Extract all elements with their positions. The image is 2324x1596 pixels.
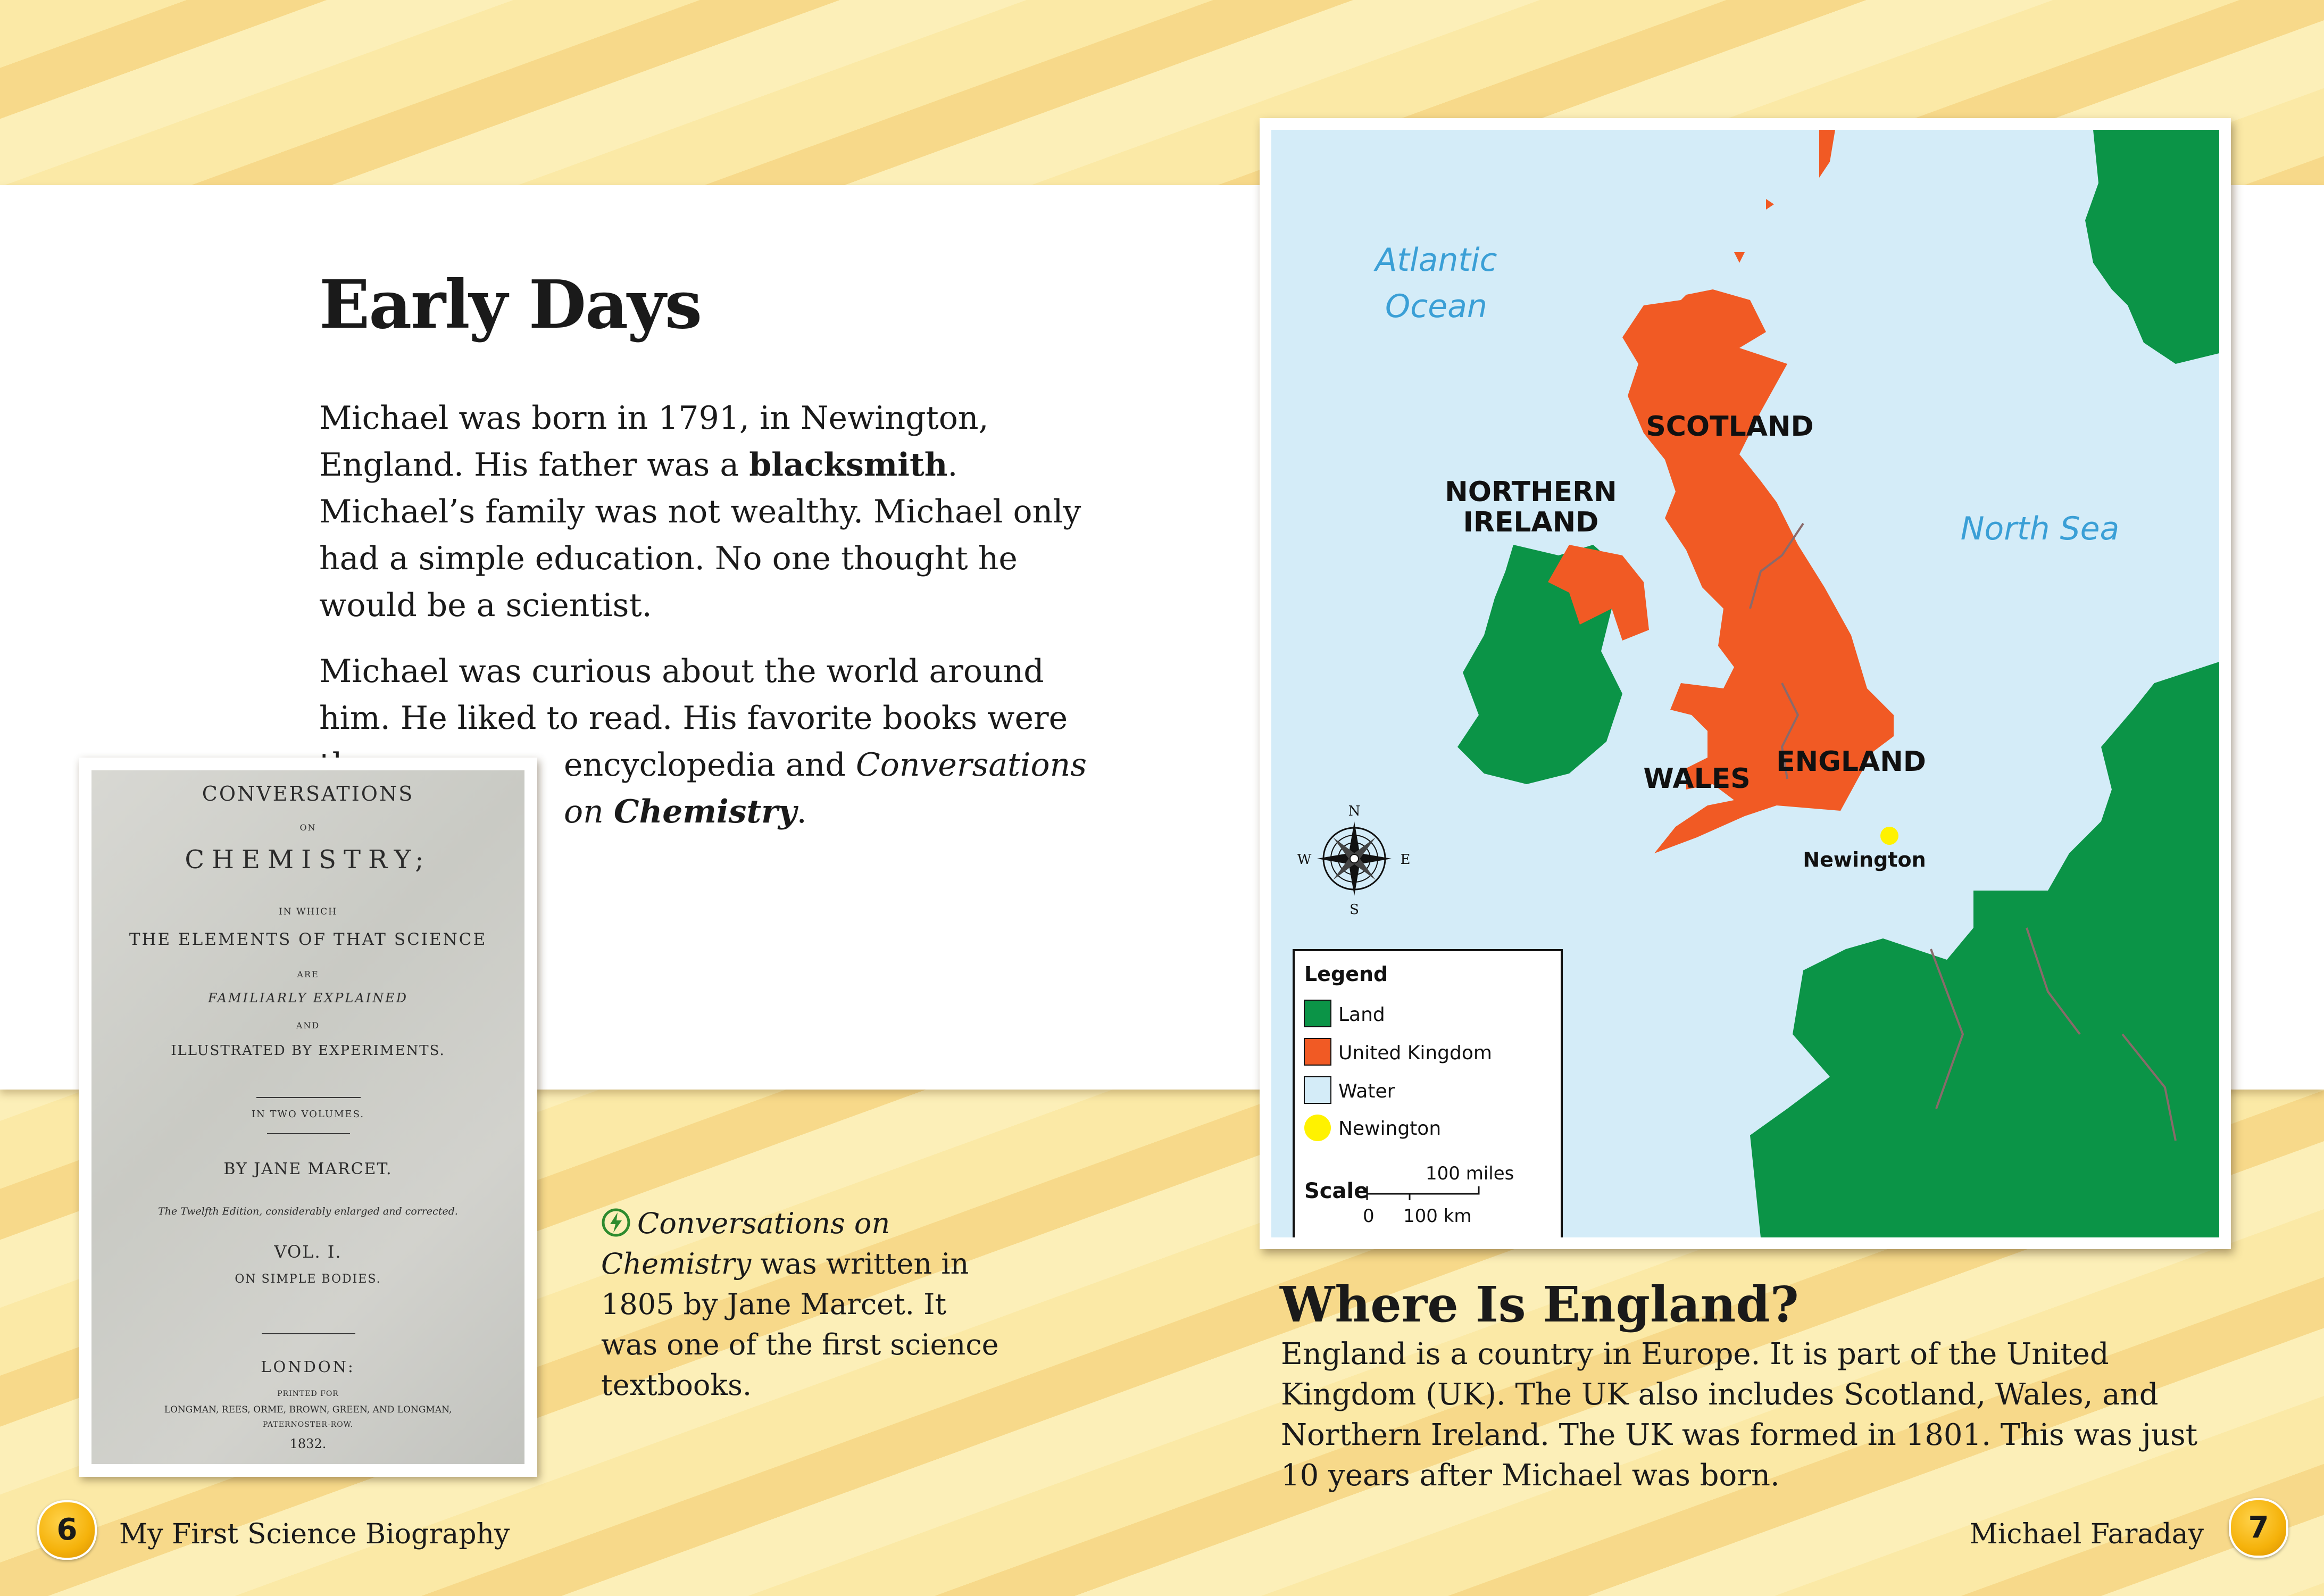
photo-caption <box>601 1203 1005 1406</box>
book-title-bold: Chemistry <box>613 793 797 830</box>
book-line: THE ELEMENTS OF THAT SCIENCE <box>129 930 487 949</box>
book-line: ILLUSTRATED BY EXPERIMENTS. <box>171 1043 445 1059</box>
map-heading: Where Is England? <box>1280 1276 1799 1333</box>
book-line: VOL. I. <box>274 1242 342 1262</box>
newington-marker <box>1880 827 1898 845</box>
legend-item-water: Water <box>1338 1080 1395 1102</box>
scotland-label: SCOTLAND <box>1646 411 1814 443</box>
book-title-italic: Conversations on <box>564 746 1087 830</box>
legend-item-land: Land <box>1338 1004 1385 1026</box>
reading-text: encyclopedia and <box>564 746 856 784</box>
scale-zero: 0 <box>1363 1206 1375 1227</box>
book-line: PATERNOSTER-ROW. <box>262 1420 354 1429</box>
england-label: ENGLAND <box>1776 746 1926 778</box>
ocean-label: Ocean <box>1385 288 1487 325</box>
reading-paragraph-continued <box>564 742 1096 835</box>
book-title-footer: Michael Faraday <box>1969 1518 2204 1550</box>
map-of-uk <box>1260 118 2231 1249</box>
series-title-footer: My First Science Biography <box>119 1518 510 1550</box>
compass-e: E <box>1400 852 1411 868</box>
scale-km: 100 km <box>1403 1206 1472 1227</box>
ireland-label: IRELAND <box>1463 506 1599 538</box>
book-line: LONGMAN, REES, ORME, BROWN, GREEN, AND LONGMAN, <box>164 1404 452 1415</box>
compass-n: N <box>1348 803 1361 819</box>
legend-swatch-land <box>1304 1000 1331 1027</box>
book-line: CHEMISTRY; <box>185 845 431 875</box>
legend-title: Legend <box>1304 962 1388 986</box>
page-number-left: 6 <box>37 1500 97 1560</box>
page-title: Early Days <box>319 266 702 344</box>
caption-text: was written in 1805 by Jane Marcet. It was one of the first science textbooks. <box>601 1247 999 1402</box>
book-line: The Twelfth Edition, considerably enlarged and corrected. <box>158 1206 458 1217</box>
caption-book-title-a: Conversations on <box>637 1207 890 1240</box>
book-line: IN TWO VOLUMES. <box>251 1109 365 1120</box>
lightning-bolt-icon <box>601 1208 631 1237</box>
book-line: LONDON: <box>261 1358 355 1376</box>
book-line: 1832. <box>289 1436 327 1451</box>
glossary-term: blacksmith <box>749 446 948 484</box>
compass-w: W <box>1297 852 1312 868</box>
book-photo <box>79 758 537 1477</box>
map-paragraph: England is a country in Europe. It is part of the United Kingdom (UK). The UK also includes Scotland, Wales, and Northern Ireland. The UK was formed in 1801. This was just 10 years after Michael was born. <box>1281 1337 2198 1493</box>
reading-paragraph: Michael was curious about the world around him. He liked to read. His favorite books were <box>319 653 1068 737</box>
map-legend <box>1294 950 1562 1237</box>
book-line: ARE <box>297 969 319 979</box>
legend-swatch-newington <box>1304 1115 1331 1141</box>
book-line: FAMILIARLY EXPLAINED <box>208 991 408 1005</box>
book-rule <box>256 1097 361 1098</box>
book-line: BY JANE MARCET. <box>223 1160 393 1178</box>
period: . <box>796 793 807 830</box>
book-line: CONVERSATIONS <box>202 782 414 805</box>
page-number-right: 7 <box>2229 1498 2288 1558</box>
atlantic-label: Atlantic <box>1375 242 1497 279</box>
northern-label: NORTHERN <box>1445 476 1617 508</box>
newington-label: Newington <box>1803 848 1926 871</box>
intro-paragraph <box>319 395 1090 629</box>
legend-item-uk: United Kingdom <box>1338 1042 1492 1064</box>
book-rule <box>262 1333 355 1334</box>
book-line: PRINTED FOR <box>277 1390 339 1398</box>
legend-swatch-uk <box>1304 1038 1331 1065</box>
caption-book-title-b: Chemistry <box>601 1247 752 1281</box>
book-line: AND <box>296 1020 320 1030</box>
north-sea-label: North Sea <box>1960 510 2120 547</box>
legend-item-newington: Newington <box>1338 1118 1442 1140</box>
book-title-page <box>91 770 524 1464</box>
book-line: IN WHICH <box>279 907 337 917</box>
compass-s: S <box>1350 902 1359 918</box>
book-line: ON SIMPLE BODIES. <box>235 1273 381 1286</box>
intro-text-b: . Michael’s family was not wealthy. Michael only had a simple education. No one thought he would be a scientist. <box>319 446 1081 624</box>
wales-label: WALES <box>1643 763 1751 795</box>
intro-text-a: Michael was born in 1791, in Newington, England. His father was a <box>319 400 989 484</box>
book-rule <box>267 1133 350 1134</box>
legend-swatch-water <box>1304 1077 1331 1103</box>
book-line: ON <box>299 822 316 833</box>
scale-label: Scale <box>1304 1179 1369 1203</box>
scale-miles: 100 miles <box>1426 1163 1514 1184</box>
